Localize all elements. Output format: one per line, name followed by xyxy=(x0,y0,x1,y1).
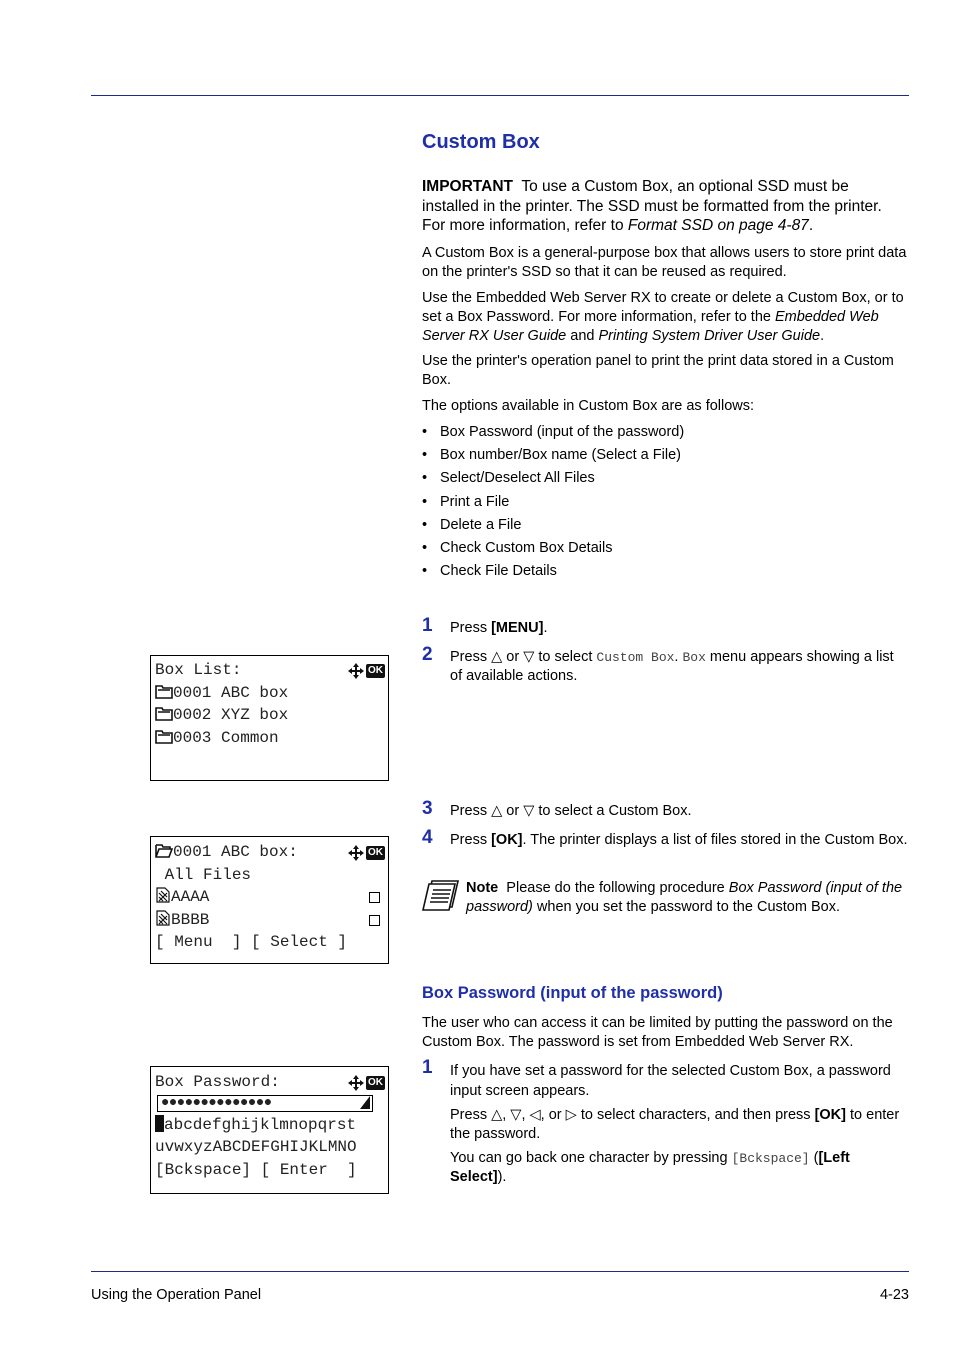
list-item: • Print a File xyxy=(422,493,510,510)
lcd-list-item: BBBB xyxy=(151,909,388,932)
ok-icon: OK xyxy=(368,847,383,858)
lcd-box-list xyxy=(150,655,389,781)
ok-icon: OK xyxy=(368,1077,383,1088)
lcd-char-row-1: abcdefghijklmnopqrst xyxy=(151,1114,388,1137)
step-number: 1 xyxy=(422,615,433,636)
important-notice: IMPORTANT To use a Custom Box, an optional SSD must be installed in the printer. The SSD must be formatted from the printer. For more information, refer to Format SSD on page 4-87. xyxy=(422,178,882,234)
document-icon xyxy=(155,910,171,926)
page-title: Custom Box xyxy=(422,131,540,153)
lcd-char-row-2: uvwxyzABCDEFGHIJKLMNO xyxy=(155,1138,357,1156)
signal-icon xyxy=(360,1096,370,1109)
list-item: • Delete a File xyxy=(422,516,522,533)
step-2: 2 Press △ or ▽ to select Custom Box. Box menu appears showing a list of available actions. xyxy=(422,644,894,684)
intro-paragraph-3: Use the printer's operation panel to print the print data stored in a Custom Box. xyxy=(422,353,894,388)
footer-section-title: Using the Operation Panel xyxy=(91,1287,262,1303)
four-way-arrow-icon xyxy=(348,845,364,861)
note-text: Note Please do the following procedure Box Password (input of the password) when you set the password to the Custom Box. xyxy=(466,880,903,915)
page-number: 4-23 xyxy=(879,1287,909,1303)
step-4: 4 Press [OK]. The printer displays a list of files stored in the Custom Box. xyxy=(422,827,908,848)
four-way-arrow-icon xyxy=(348,663,364,679)
password-dots: ●●●●●●●●●●●●●● xyxy=(161,1094,272,1111)
lcd-password xyxy=(150,1066,389,1194)
list-item: • Check Custom Box Details xyxy=(422,539,613,556)
step-number: 2 xyxy=(422,644,433,665)
lcd-subtitle: All Files xyxy=(155,865,252,884)
four-way-arrow-icon xyxy=(348,1075,364,1091)
lcd-file-list xyxy=(150,836,389,964)
step-number: 1 xyxy=(422,1057,433,1078)
cursor-block xyxy=(155,1115,164,1132)
password-intro: The user who can access it can be limited by putting the password on the Custom Box. The password is set from Embedded Web Server RX. xyxy=(422,1015,893,1050)
list-item: • Select/Deselect All Files xyxy=(422,470,595,487)
lcd-title: Box List: xyxy=(155,661,242,679)
lcd-softkeys: [Bckspace] [ Enter ] xyxy=(155,1160,357,1179)
step-number: 4 xyxy=(422,827,433,848)
checkbox xyxy=(369,892,380,903)
intro-paragraph-2: Use the Embedded Web Server RX to create or delete a Custom Box, or to set a Box Password. For more information, refer to the Embedded Web Server RX User Guide and Printing System Driver User Guide. xyxy=(422,290,904,344)
list-item: • Box Password (input of the password) xyxy=(422,424,685,440)
folder-icon xyxy=(155,683,173,699)
password-step-1: 1 If you have set a password for the selected Custom Box, a password input screen appears. Press △, ▽, ◁, or ▷ to select characters, and then press [OK] to enter the password. You can go back one character by pressing [Bckspace] ([Left Select]). xyxy=(422,1057,900,1185)
checkbox xyxy=(369,915,380,926)
lcd-title: 0001 ABC box: xyxy=(173,843,298,861)
header-rule xyxy=(91,95,909,96)
list-item: • Box number/Box name (Select a File) xyxy=(422,447,681,464)
lcd-list-item: 0001 ABC box xyxy=(151,682,388,705)
intro-paragraph-4: The options available in Custom Box are as follows: xyxy=(422,398,755,414)
open-folder-icon xyxy=(155,842,173,858)
list-item: • Check File Details xyxy=(422,563,557,580)
lcd-list-item: 0003 Common xyxy=(151,727,388,750)
step-number: 3 xyxy=(422,798,433,819)
lcd-list-item: 0002 XYZ box xyxy=(151,704,388,727)
step-3: 3 Press △ or ▽ to select a Custom Box. xyxy=(422,798,692,819)
document-icon xyxy=(155,887,171,903)
section-heading: Box Password (input of the password) xyxy=(422,984,723,1002)
folder-icon xyxy=(155,705,173,721)
lcd-list-item: AAAA xyxy=(151,886,388,909)
options-list xyxy=(422,423,684,585)
footer-rule xyxy=(91,1271,909,1272)
lcd-softkeys: [ Menu ] [ Select ] xyxy=(155,933,348,951)
folder-icon xyxy=(155,728,173,744)
password-field xyxy=(157,1095,373,1112)
note-icon xyxy=(422,879,460,911)
step-1: 1 Press [MENU]. xyxy=(422,615,548,636)
ok-icon: OK xyxy=(368,665,383,676)
intro-paragraph-1: A Custom Box is a general-purpose box that allows users to store print data on the printer's SSD so that it can be reused as required. xyxy=(422,245,907,280)
lcd-title: Box Password: xyxy=(155,1073,280,1091)
